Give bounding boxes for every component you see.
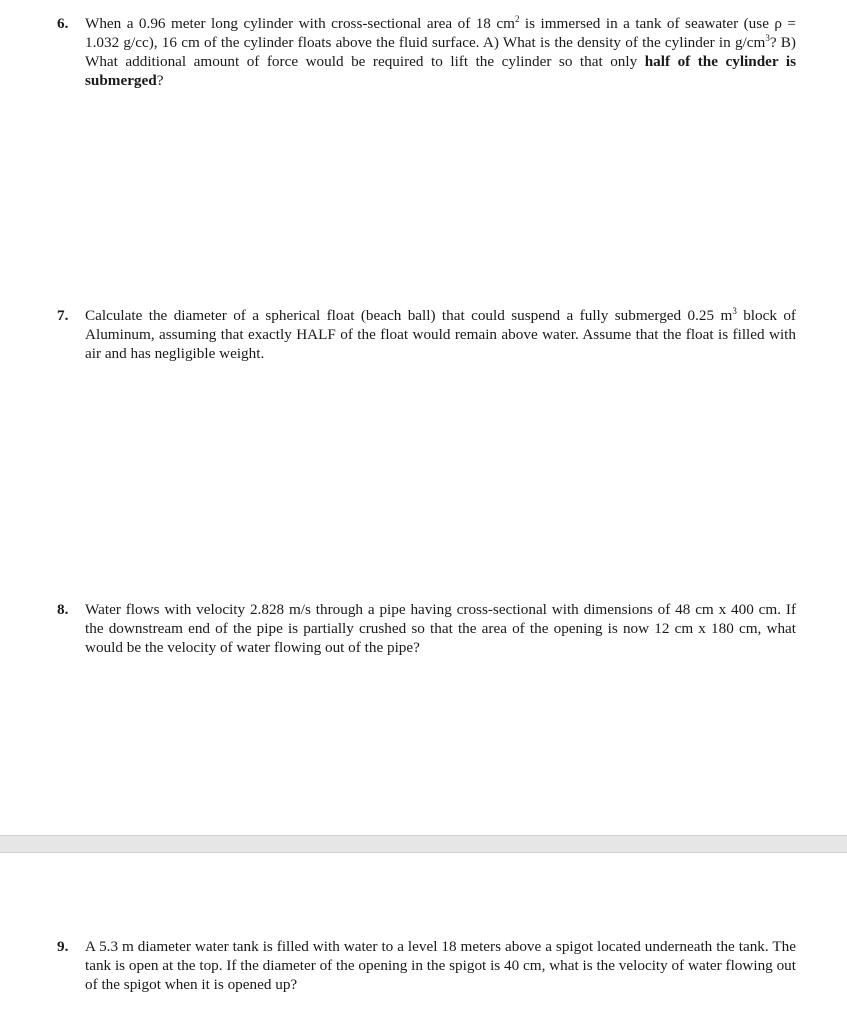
question-number: 8. — [57, 601, 69, 618]
question-7 — [57, 306, 796, 363]
question-8 — [57, 600, 796, 657]
question-number: 6. — [57, 15, 69, 32]
question-text: Calculate the diameter of a spherical float (beach ball) that could suspend a fully submerged 0.25 $m^3$ block of Aluminum, assuming that exactly HALF of the float would remain above water. Assume that the float is filled with air and has negligible weight. — [85, 306, 796, 362]
question-6 — [57, 14, 796, 90]
question-number: 7. — [57, 307, 69, 324]
question-9 — [57, 937, 796, 994]
question-number: 9. — [57, 938, 69, 955]
page-break — [0, 835, 847, 853]
question-text: A 5.3 m diameter water tank is filled with water to a level 18 meters above a spigot located underneath the tank. The tank is open at the top. If the diameter of the opening in the spigot is 40 cm, what is the velocity of water flowing out of the spigot when it is opened up? — [85, 938, 796, 993]
question-text: When a 0.96 meter long cylinder with cross-sectional area of 18 $cm^2$ is immersed in a tank of seawater (use ρ = 1.032 g/cc), 16 cm of the cylinder floats above the fluid surface. A) What is the density of the cylinder in $g/cm^3$? B) What additional amount of force would be required to lift the cylinder so that only half of the cylinder is submerged? — [85, 14, 797, 89]
document-page-2 — [0, 853, 847, 1024]
question-text: Water flows with velocity 2.828 m/s through a pipe having cross-sectional with dimensions of 48 cm x 400 cm. If the downstream end of the pipe is partially crushed so that the area of the opening is now 12 cm x 180 cm, what would be the velocity of water flowing out of the pipe? — [85, 601, 796, 656]
